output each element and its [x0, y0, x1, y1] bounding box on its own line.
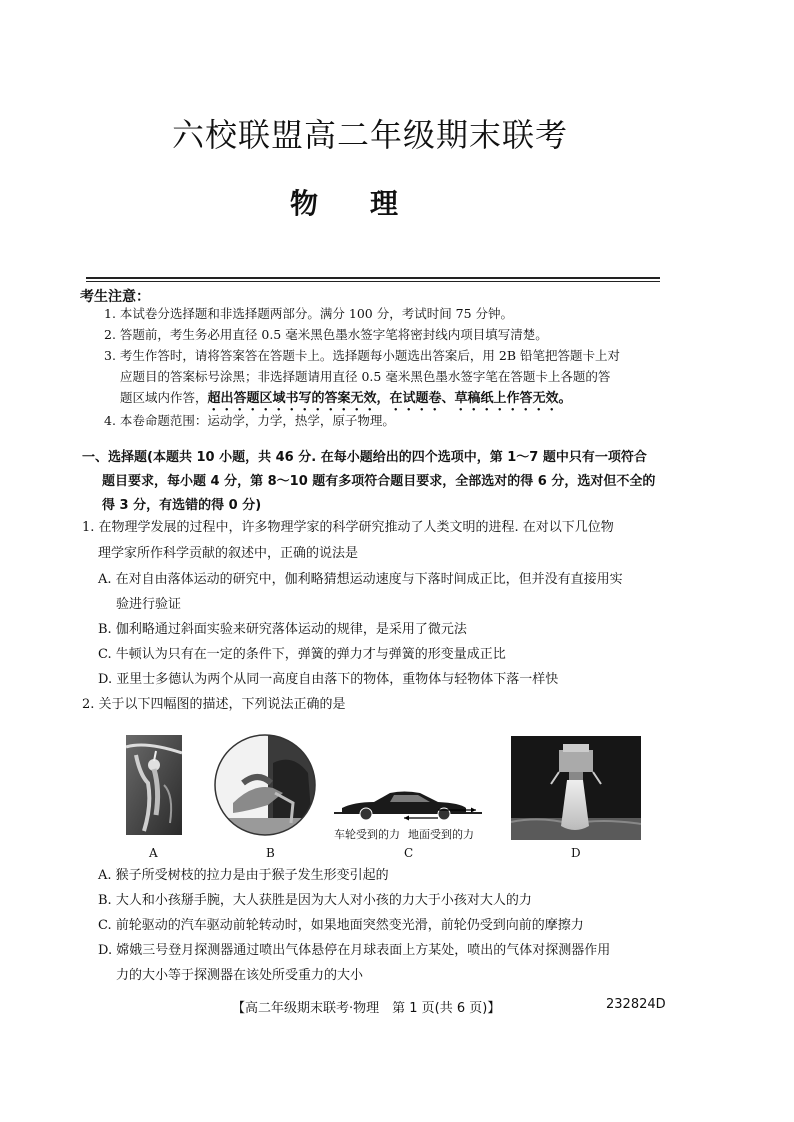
notice-item-2: 2. 答题前，考生务必用直径 0.5 毫米黑色墨水签字笔将密封线内项目填写清楚。 — [104, 327, 548, 342]
figure-b-label: B — [266, 846, 275, 860]
q2-stem: 2. 关于以下四幅图的描述，下列说法正确的是 — [82, 697, 346, 712]
notice-item-3: 3. 考生作答时，请将答案答在答题卡上。选择题每小题选出答案后，用 2B 铅笔把答题卡上对 — [104, 348, 620, 363]
notice-item-1: 1. 本试卷分选择题和非选择题两部分。满分 100 分，考试时间 75 分钟。 — [104, 306, 514, 321]
q2-option-d-cont: 力的大小等于探测器在该处所受重力的大小 — [116, 968, 364, 983]
notice-heading: 考生注意： — [80, 289, 150, 305]
figure-b-arm-wrestling-image — [213, 733, 317, 837]
q1-option-d: D. 亚里士多德认为两个从同一高度自由落下的物体，重物体与轻物体下落一样快 — [98, 672, 559, 687]
q1-option-a-cont: 验进行验证 — [116, 597, 182, 612]
figure-c-caption-wheel: 车轮受到的力 — [334, 828, 400, 841]
figure-c-caption-ground: 地面受到的力 — [408, 828, 474, 841]
q1-option-b: B. 伽利略通过斜面实验来研究落体运动的规律，是采用了微元法 — [98, 622, 467, 637]
figure-c-label: C — [404, 846, 414, 860]
section-line-1: 一、选择题(本题共 10 小题，共 46 分. 在每小题给出的四个选项中，第 1～7 题中只有一项符合 — [82, 450, 647, 465]
figure-a-monkey-image — [126, 735, 182, 835]
q1-option-a: A. 在对自由落体运动的研究中，伽利略猜想运动速度与下落时间成正比，但并没有直接用实 — [98, 572, 623, 587]
q1-stem-1: 1. 在物理学发展的过程中，许多物理学家的科学研究推动了人类文明的进程. 在对以下几位物 — [82, 520, 614, 535]
section-line-3: 得 3 分，有选错的得 0 分) — [102, 498, 262, 513]
notice-item-3-cont: 应题目的答案标号涂黑；非选择题请用直径 0.5 毫米黑色墨水签字笔在答题卡上各题的答 — [120, 369, 611, 384]
q1-option-c: C. 牛顿认为只有在一定的条件下，弹簧的弹力才与弹簧的形变量成正比 — [98, 647, 506, 662]
section-choice-heading — [82, 446, 662, 518]
notice-item-3-cont2-text: 题区域内作答， — [120, 390, 208, 405]
exam-title: 六校联盟高二年级期末联考 — [171, 116, 568, 154]
paper-code: 232824D — [606, 997, 666, 1012]
q2-option-d: D. 嫦娥三号登月探测器通过喷出气体悬停在月球表面上方某处，喷出的气体对探测器作用 — [98, 943, 611, 958]
q1-stem-2: 理学家所作科学贡献的叙述中，正确的说法是 — [98, 546, 359, 561]
divider-line — [86, 277, 660, 279]
subject-title: 物理 — [289, 187, 450, 220]
figure-d-label: D — [571, 846, 581, 860]
notice-item-4: 4. 本卷命题范围：运动学，力学，热学，原子物理。 — [104, 413, 395, 428]
figure-a-label: A — [149, 846, 158, 860]
q2-option-a: A. 猴子所受树枝的拉力是由于猴子发生形变引起的 — [98, 868, 389, 883]
divider-line-thin — [86, 281, 660, 282]
figure-d-lander-image — [511, 736, 641, 840]
section-line-2: 题目要求，每小题 4 分，第 8～10 题有多项符合题目要求，全部选对的得 6 分，选对但不全的 — [102, 474, 656, 489]
figure-c-car-diagram — [334, 788, 482, 824]
q2-option-b: B. 大人和小孩掰手腕，大人获胜是因为大人对小孩的力大于小孩对大人的力 — [98, 893, 532, 908]
notice-emphasis: 超出答题区域书写的答案无效，在试题卷、草稿纸上作答无效。 — [207, 391, 572, 406]
page-footer: 【高二年级期末联考·物理 第 1 页(共 6 页)】 — [232, 1001, 501, 1016]
q2-option-c: C. 前轮驱动的汽车驱动前轮转动时，如果地面突然变光滑，前轮仍受到向前的摩擦力 — [98, 918, 584, 933]
